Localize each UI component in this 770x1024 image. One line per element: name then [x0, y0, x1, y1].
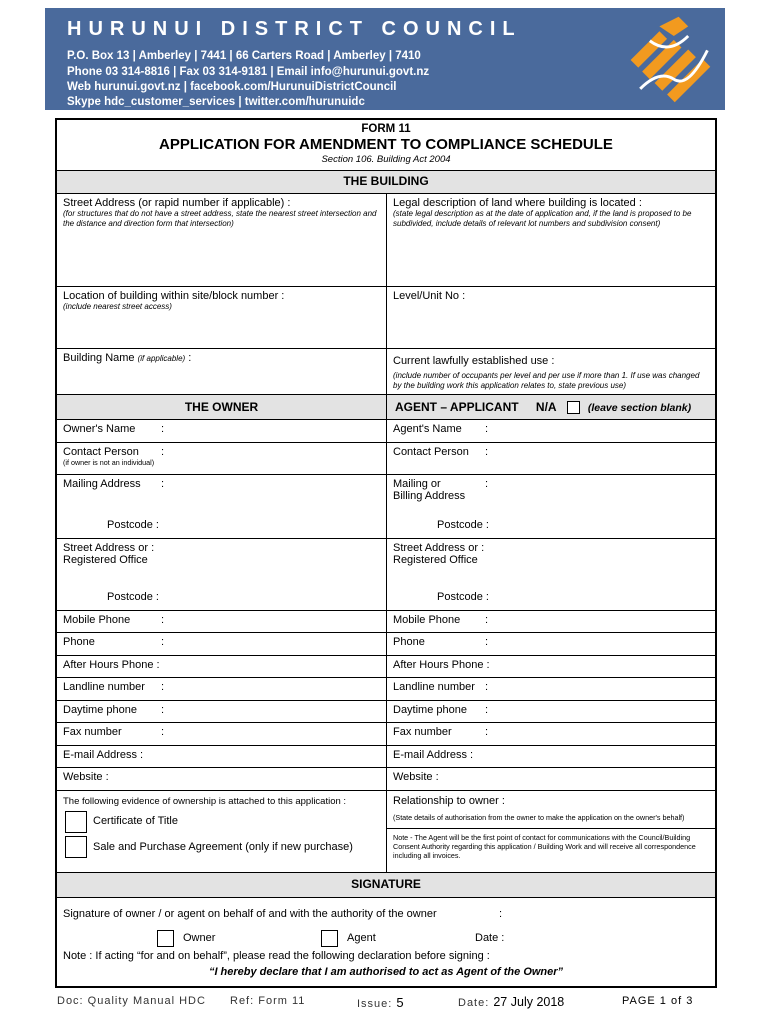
agent-contact-colon: : [485, 446, 489, 458]
owner-after-hours-field[interactable] [57, 656, 387, 677]
current-use-field[interactable] [387, 349, 715, 394]
signature-colon: : [499, 908, 503, 920]
owner-registered-label: Registered Office [63, 554, 148, 566]
owner-postcode-label: Postcode : [107, 519, 159, 531]
current-use-note: (include number of occupants per level and per use if more than 1. If use was changed by the building work this application relates to, state previous use) [393, 371, 700, 390]
agent-daytime-label: Daytime phone [393, 704, 467, 716]
contact-row [57, 442, 715, 474]
owner-phone-colon: : [161, 636, 165, 648]
agent-mailing-colon: : [485, 478, 489, 490]
owner-landline-colon: : [161, 681, 165, 693]
owner-option-label: Owner [183, 932, 216, 944]
phone-row [57, 632, 715, 655]
agent-name-colon: : [485, 423, 489, 435]
owner-fax-field[interactable] [57, 723, 387, 745]
agent-mobile-label: Mobile Phone [393, 614, 461, 626]
owner-landline-field[interactable] [57, 678, 387, 700]
mobile-row [57, 610, 715, 632]
agent-landline-label: Landline number [393, 681, 475, 693]
form-title-block [57, 120, 715, 168]
owner-daytime-colon: : [161, 704, 165, 716]
owner-phone-label: Phone [63, 636, 95, 648]
owner-street-label: Street Address or [63, 542, 148, 554]
council-name: HURUNUI DISTRICT COUNCIL [67, 18, 522, 40]
agent-mailing-field[interactable] [387, 475, 715, 538]
council-social: Skype hdc_customer_services | twitter.com/hurunuidc [67, 96, 365, 108]
council-header-banner [45, 8, 725, 110]
section-owner-heading: THE OWNER [57, 395, 387, 419]
owner-mobile-field[interactable] [57, 611, 387, 632]
agent-name-field[interactable] [387, 420, 715, 442]
mailing-row [57, 474, 715, 538]
agent-daytime-field[interactable] [387, 701, 715, 722]
owner-agent-heading-row [57, 394, 715, 420]
current-use-label: Current lawfully established use : [393, 355, 555, 367]
owner-fax-colon: : [161, 726, 165, 738]
agent-fax-colon: : [485, 726, 489, 738]
agent-option-checkbox[interactable] [321, 930, 338, 947]
council-phone: Phone 03 314-8816 | Fax 03 314-9181 | Email info@hurunui.govt.nz [67, 66, 430, 78]
owner-contact-colon: : [161, 446, 165, 458]
owner-mailing-label: Mailing Address [63, 478, 141, 490]
owner-email-label: E-mail Address : [63, 749, 144, 761]
legal-description-field[interactable] [387, 194, 715, 286]
website-row [57, 767, 715, 790]
agent-na-label: N/A [535, 400, 557, 414]
location-label: Location of building within site/block number : [63, 290, 285, 302]
agent-postcode2-label: Postcode : [437, 591, 489, 603]
agent-landline-field[interactable] [387, 678, 715, 700]
owner-after-hours-label: After Hours Phone : [63, 659, 160, 671]
section-agent-heading [387, 395, 715, 419]
agent-after-hours-field[interactable] [387, 656, 715, 677]
agent-after-hours-label: After Hours Phone : [393, 659, 490, 671]
owner-website-field[interactable] [57, 768, 387, 790]
agent-fax-field[interactable] [387, 723, 715, 745]
landline-row [57, 677, 715, 700]
sale-agreement-checkbox[interactable] [65, 836, 87, 858]
footer-page: PAGE 1 of 3 [622, 995, 694, 1007]
building-name-note: (if applicable) [137, 354, 186, 363]
agent-billing-label: Billing Address [393, 490, 466, 502]
section-building-heading: THE BUILDING [57, 170, 715, 194]
footer-date-label: Date: [458, 997, 490, 1009]
sale-agreement-label: Sale and Purchase Agreement (only if new purchase) [93, 841, 353, 853]
agent-daytime-colon: : [485, 704, 489, 716]
agent-email-label: E-mail Address : [393, 749, 474, 761]
agent-declaration: “I hereby declare that I am authorised to act as Agent of the Owner” [208, 966, 564, 978]
agent-name-label: Agent's Name [393, 423, 462, 435]
street-address-label: Street Address (or rapid number if applicable) : [63, 197, 291, 209]
council-address: P.O. Box 13 | Amberley | 7441 | 66 Carters Road | Amberley | 7410 [67, 50, 421, 62]
owner-postcode2-label: Postcode : [107, 591, 159, 603]
building-address-row [57, 194, 715, 286]
owner-street-colon: : [151, 542, 155, 554]
footer-issue [357, 995, 404, 1010]
relationship-label: Relationship to owner : [393, 795, 505, 807]
agent-mailing-label: Mailing or [393, 478, 441, 490]
owner-contact-label: Contact Person [63, 446, 139, 458]
level-unit-label: Level/Unit No : [393, 290, 466, 302]
agent-registered-label: Registered Office [393, 554, 478, 566]
footer-issue-value: 5 [396, 995, 404, 1010]
agent-leave-blank-label: (leave section blank) [587, 402, 692, 414]
relationship-field[interactable] [387, 791, 715, 872]
agent-website-label: Website : [393, 771, 439, 783]
owner-contact-note: (if owner is not an individual) [63, 458, 155, 467]
signature-note: Note : If acting “for and on behalf”, please read the following declaration before signing : [63, 950, 490, 962]
signature-field[interactable] [57, 906, 715, 930]
location-note: (include nearest street access) [63, 302, 172, 311]
footer-issue-label: Issue: [357, 998, 393, 1010]
owner-fax-label: Fax number [63, 726, 122, 738]
footer-ref: Ref: Form 11 [230, 995, 306, 1007]
daytime-row [57, 700, 715, 722]
owner-phone-field[interactable] [57, 633, 387, 655]
agent-landline-colon: : [485, 681, 489, 693]
owner-email-field[interactable] [57, 746, 387, 767]
signature-line-label: Signature of owner / or agent on behalf of and with the authority of the owner [63, 908, 437, 920]
agent-mobile-colon: : [485, 614, 489, 626]
agent-phone-field[interactable] [387, 633, 715, 655]
building-location-row [57, 286, 715, 348]
owner-mobile-colon: : [161, 614, 165, 626]
fax-row [57, 722, 715, 745]
ownership-evidence-field [57, 791, 387, 872]
location-field[interactable] [57, 287, 387, 348]
agent-postcode-label: Postcode : [437, 519, 489, 531]
agent-option-label: Agent [347, 932, 376, 944]
level-unit-field[interactable] [387, 287, 715, 348]
agent-street-colon: : [481, 542, 485, 554]
building-name-label: Building Name [63, 352, 135, 364]
street-address-note: (for structures that do not have a street address, state the nearest street intersection and the distance and direction form that intersection) [63, 209, 377, 228]
agent-na-checkbox[interactable] [567, 401, 580, 414]
email-row [57, 745, 715, 767]
application-form [55, 118, 717, 988]
building-name-row [57, 348, 715, 394]
certificate-of-title-checkbox[interactable] [65, 811, 87, 833]
owner-name-colon: : [161, 423, 165, 435]
footer-doc: Doc: Quality Manual HDC [57, 995, 206, 1007]
owner-option-checkbox[interactable] [157, 930, 174, 947]
owner-mailing-field[interactable] [57, 475, 387, 538]
agent-contact-label: Contact Person [393, 446, 469, 458]
certificate-of-title-label: Certificate of Title [93, 815, 178, 827]
name-row [57, 420, 715, 442]
owner-street-field[interactable] [57, 539, 387, 610]
agent-website-field[interactable] [387, 768, 715, 790]
footer-date-value: 27 July 2018 [493, 995, 565, 1009]
section-signature-heading: SIGNATURE [57, 872, 715, 898]
council-logo-icon [621, 12, 717, 108]
owner-name-field[interactable] [57, 420, 387, 442]
owner-daytime-label: Daytime phone [63, 704, 137, 716]
agent-contact-note: Note - The Agent will be the first point of contact for communications with the Council/Building Consent Authority regarding this application / Building Work and will receive all correspondence including all invoices. [393, 833, 696, 860]
form-subtitle: Section 106. Building Act 2004 [321, 154, 451, 165]
agent-phone-label: Phone [393, 636, 425, 648]
legal-description-note: (state legal description as at the date of application and, if the land is proposed to be subdivided, include details of relevant lot numbers and subdivision consent) [393, 209, 692, 228]
owner-website-label: Website : [63, 771, 109, 783]
street-address-field[interactable] [57, 194, 387, 286]
agent-street-field[interactable] [387, 539, 715, 610]
owner-daytime-field[interactable] [57, 701, 387, 722]
agent-contact-field[interactable] [387, 443, 715, 474]
agent-phone-colon: : [485, 636, 489, 648]
signature-date-label: Date : [475, 932, 505, 944]
evidence-row [57, 790, 715, 872]
owner-mailing-colon: : [161, 478, 165, 490]
ownership-evidence-label: The following evidence of ownership is attached to this application : [63, 796, 347, 807]
relationship-note: (State details of authorisation from the owner to make the application on the owner's behalf) [393, 813, 685, 822]
agent-street-label: Street Address or [393, 542, 478, 554]
owner-landline-label: Landline number [63, 681, 145, 693]
agent-mobile-field[interactable] [387, 611, 715, 632]
council-web: Web hurunui.govt.nz | facebook.com/HurunuiDistrictCouncil [67, 81, 397, 93]
legal-description-label: Legal description of land where building is located : [393, 197, 642, 209]
owner-name-label: Owner's Name [63, 423, 136, 435]
building-name-colon: : [188, 352, 192, 364]
form-number: FORM 11 [361, 123, 411, 135]
form-title: APPLICATION FOR AMENDMENT TO COMPLIANCE SCHEDULE [159, 136, 613, 153]
agent-heading-label: AGENT – APPLICANT [395, 400, 519, 414]
owner-mobile-label: Mobile Phone [63, 614, 131, 626]
after-hours-row [57, 655, 715, 677]
building-name-field[interactable] [57, 349, 387, 394]
street-office-row [57, 538, 715, 610]
agent-email-field[interactable] [387, 746, 715, 767]
owner-contact-field[interactable] [57, 443, 387, 474]
agent-fax-label: Fax number [393, 726, 452, 738]
footer-date [458, 995, 564, 1009]
